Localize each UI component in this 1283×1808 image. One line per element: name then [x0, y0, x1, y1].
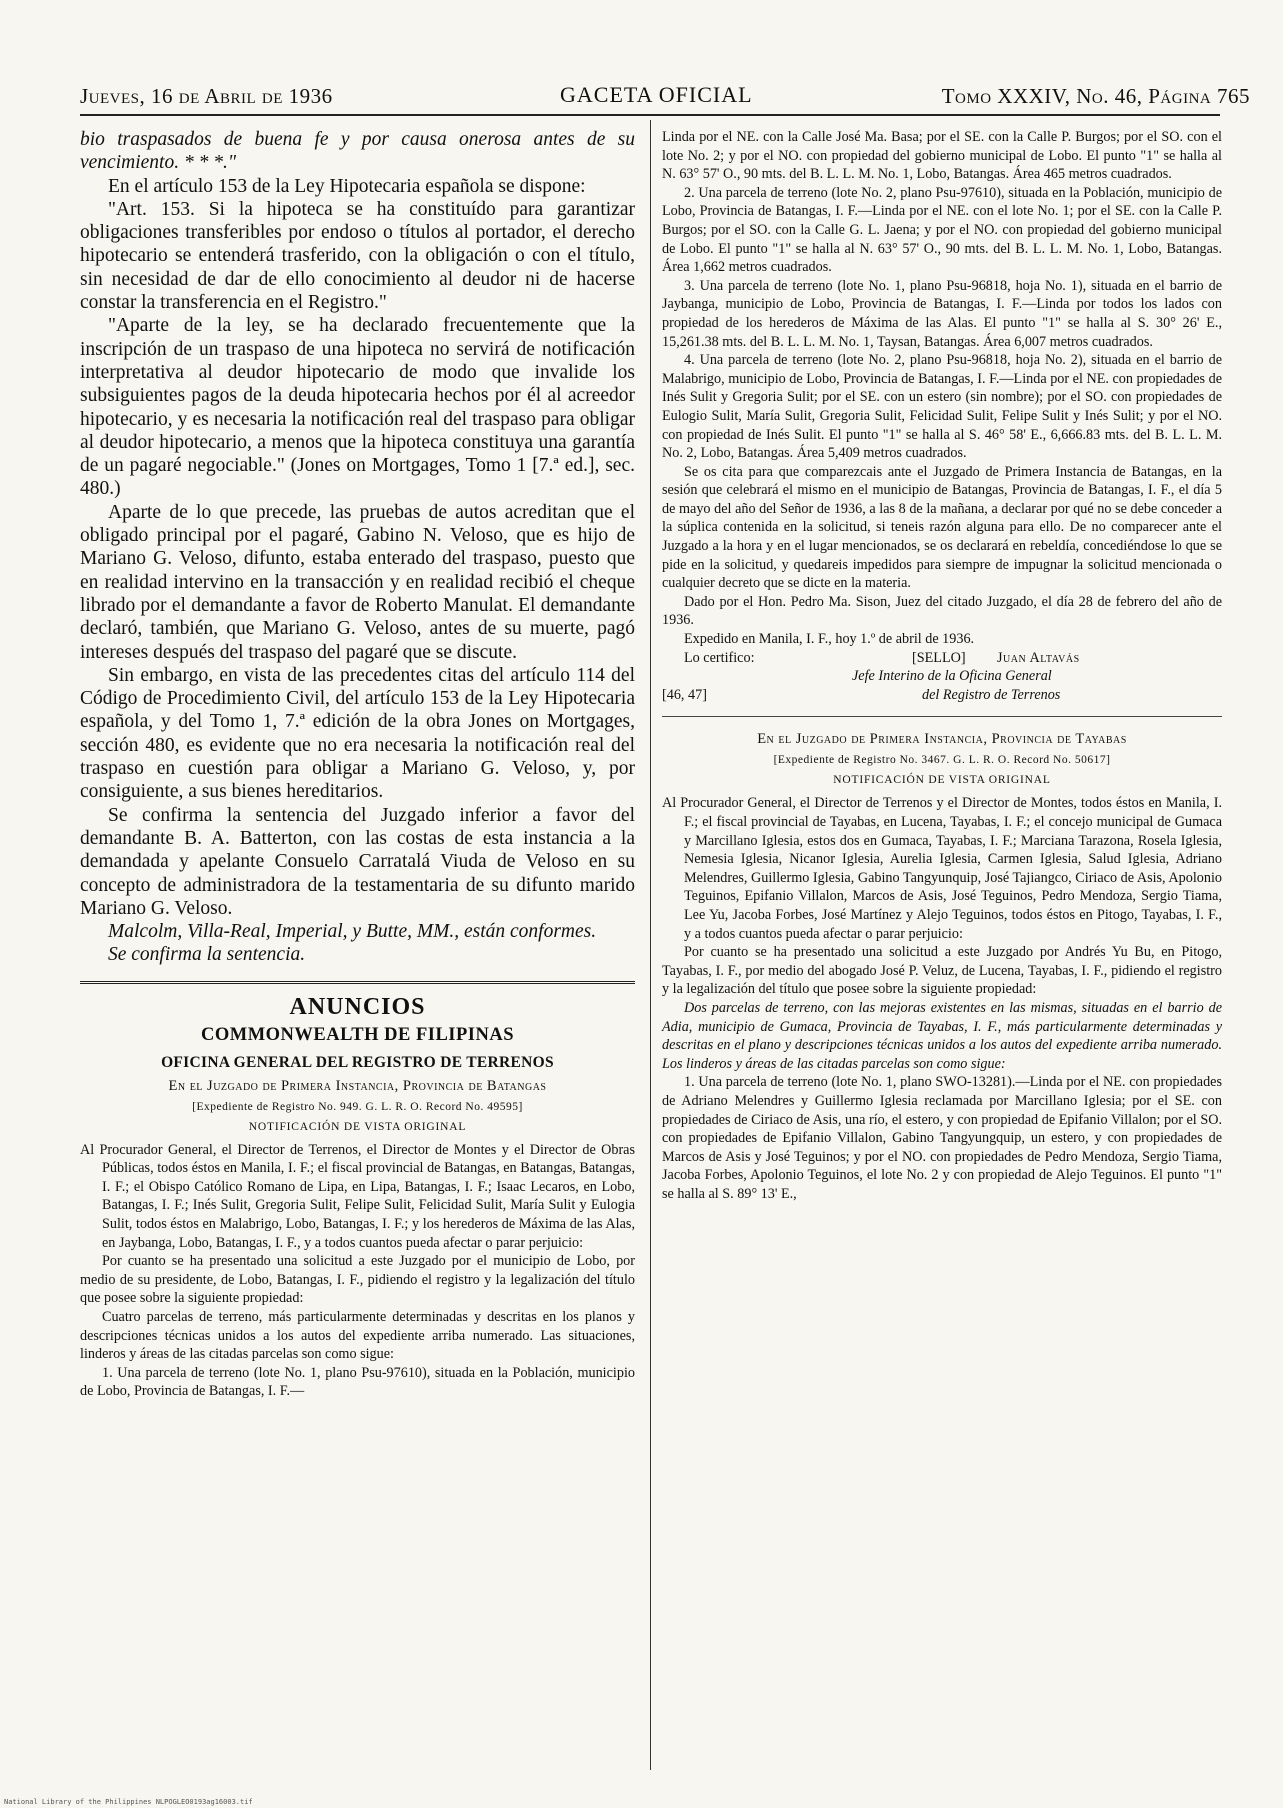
announcements-section [80, 994, 635, 1401]
left-column [80, 128, 635, 1401]
seal-mark: [SELLO] [912, 649, 966, 666]
paragraph: Expedido en Manila, I. F., hoy 1.º de abril de 1936. [684, 631, 975, 648]
scan-footer: National Library of the Philippines NLPOGLEO0193ag16003.tif [4, 1798, 253, 1806]
paragraph: 3. Una parcela de terreno (lote No. 1, plano Psu-96818, hoja No. 1), situada en el barrio de Jaybanga, municipio de Lobo, Provincia de Batangas, I. F.—Linda por todos los lados con propiedad de los herederos de Máxima de las Alas. El punto "1" se halla al S. 30° 26' E., 15,261.38 mts. del B. L. L. M. No. 1, Taysan, Batangas. Área 6,007 metros cuadrados. [662, 277, 1222, 350]
signatory-name: Juan Altavás [997, 649, 1080, 666]
paragraph-judgment: Se confirma la sentencia. [108, 944, 306, 966]
paragraph: Por cuanto se ha presentado una solicitud a este Juzgado por Andrés Yu Bu, en Pitogo, Tayabas, I. F., por medio del abogado José P. Veluz, de Lucena, Tayabas, I. F., pidiendo el registro y la legalización del título que posee sobre la siguiente propiedad: [662, 944, 1222, 998]
page-header [70, 78, 1250, 114]
expediente-reference: [Expediente de Registro No. 949. G. L. R. O. Record No. 49595] [192, 1100, 523, 1113]
paragraph: bio traspasados de buena fe y por causa onerosa antes de su vencimiento. * * *." [80, 129, 635, 174]
newspaper-page [70, 78, 1250, 1778]
notice-addressees: Al Procurador General, el Director de Terrenos y el Director de Montes, todos éstos en Manila, I. F.; el fiscal provincial de Tayabas, en Lucena, Tayabas, I. F.; el concejo municipal de Gumaca y Marcillano Iglesia, estos dos en Gumaca, Tayabas, I. F.; Marciana Tarazona, Rosela Iglesia, Nemesia Iglesia, Nicanor Iglesia, Aurelia Iglesia, Carmen Iglesia, Salud Iglesia, Adriano Melendres, Guillermo Iglesia, Gabino Tangyunquip, José Tajiangco, Ciriaco de Asis, Apolonio Teguinos, Epifanio Villalon, Marcos de Asis, José Teguinos, Pedro Mendoza, Sergio Tiama, Lee Yu, Jacoba Forbes, José Martínez y Alejo Teguinos, todos éstos en Pitogo, Tayabas, I. F., y a todos cuantos pueda afectar o parar perjuicio: [662, 795, 1222, 942]
signature-line-3 [662, 686, 1222, 705]
paragraph: En el artículo 153 de la Ley Hipotecaria española se dispone: [108, 175, 586, 197]
signature-line-2 [662, 667, 1222, 686]
right-column [662, 128, 1222, 1203]
announcements-title: ANUNCIOS [289, 993, 426, 1020]
paragraph: Aparte de lo que precede, las pruebas de autos acreditan que el obligado principal por el pagaré, Gabino N. Veloso, que es hijo de Mariano G. Veloso, difunto, estaba enterado del traspaso, puesto que en realidad intervino en la transacción y en realidad recibió el cheque librado por el demandante a favor de Roberto Manulat. El demandante declaró, también, que Mariano G. Veloso, antes de su muerte, pagó intereses después del traspaso del pagaré que se discute. [80, 501, 635, 663]
notice-separator [662, 716, 1222, 717]
header-date: Jueves, 16 de Abril de 1936 [80, 84, 333, 108]
notice-heading: NOTIFICACIÓN DE VISTA ORIGINAL [833, 774, 1051, 787]
paragraph: "Art. 153. Si la hipoteca se ha constituído para garantizar obligaciones transferibles por endoso o títulos al portador, el derecho hipotecario se entenderá trasferido, con la obligación o con el título, sin necesidad de dar de ello conocimiento al deudor ni de hacerse constar la transferencia en el Registro." [80, 198, 635, 314]
notice-heading: NOTIFICACIÓN DE VISTA ORIGINAL [248, 1120, 467, 1133]
paragraph: Sin embargo, en vista de las precedentes citas del artículo 114 del Código de Procedimiento Civil, del artículo 153 de la Ley Hipotecaria española, y del Tomo 1, 7.ª edición de la obra Jones on Mortgages, sección 480, es evidente que no era necesaria la notificación real del traspaso en cuestión para obligar a Mariano G. Veloso, y, por consiguiente, a sus bienes hereditarios. [80, 664, 635, 803]
header-publication: GACETA OFICIAL [560, 82, 753, 107]
paragraph: Por cuanto se ha presentado una solicitud a este Juzgado por el municipio de Lobo, por medio de su presidente, de Lobo, Batangas, I. F., pidiendo el registro y la legalización del título que posee sobre la siguiente propiedad: [80, 1253, 635, 1307]
paragraph: "Aparte de la ley, se ha declarado frecuentemente que la inscripción de un traspaso de una hipoteca no servirá de notificación interpretativa al deudor hipotecario de modo que invalide los subsiguientes pagos de la deuda hipotecaria hechos por él al acreedor hipotecario, y es necesaria la notificación real del traspaso para obligar al deudor hipotecario, a menos que la hipoteca constituya una garantía de un pagaré negociable." (Jones on Mortgages, Tomo 1 [7.ª ed.], sec. 480.) [80, 315, 635, 500]
paragraph: 4. Una parcela de terreno (lote No. 2, plano Psu-96818, hoja No. 2), situada en el barrio de Malabrigo, municipio de Lobo, Provincia de Batangas, I. F.—Linda por el NE. con propiedades de Inés Sulit y Gregoria Sulit; por el SE. con un estero (sin nombre); por el SO. con propiedades de Eulogio Sulit, María Sulit, Gregoria Sulit, Felicidad Sulit, Felipe Sulit y Inés Sulit; y por el NO. con propiedad de Inés Sulit. El punto "1" se halla al S. 46° 58' E., 6,666.83 mts. del B. L. L. M. No. 2, Lobo, Batangas. Área 5,409 metros cuadrados. [662, 352, 1222, 462]
court-heading: En el Juzgado de Primera Instancia, Provincia de Tayabas [757, 731, 1127, 748]
paragraph: Se os cita para que comparezcais ante el Juzgado de Primera Instancia de Batangas, en la sesión que celebrará el mismo en el municipio de Batangas, Provincia de Batangas, I. F., el día 5 de mayo del año del Señor de 1936, a las 8 de la mañana, a declarar por qué no se debe conceder a la súplica contenida en la solicitud, si teneis razón alguna para ello. De no comparecer ante el Juzgado a la hora y en el lugar mencionados, se os declarará en rebeldía, concediéndose lo que se pide en la solicitud, y quedareis impedidos para siempre de impugnar la solicitud mencionada o cualquier decreto que se dicte en la materia. [662, 463, 1222, 592]
expediente-reference: [Expediente de Registro No. 3467. G. L. R. O. Record No. 50617] [773, 754, 1111, 767]
paragraph: Se confirma la sentencia del Juzgado inferior a favor del demandante B. A. Batterton, con las costas de esta instancia a la demandada y apelante Consuelo Carratalá Viuda de Veloso en su concepto de administradora de la testamentaria de su difunto marido Mariano G. Veloso. [80, 804, 635, 919]
paragraph: 1. Una parcela de terreno (lote No. 1, plano Psu-97610), situada en la Población, municipio de Lobo, Provincia de Batangas, I. F.— [80, 1364, 635, 1400]
paragraph: Linda por el NE. con la Calle José Ma. Basa; por el SE. con la Calle P. Burgos; por el SO. con el lote No. 2; y por el NO. con propiedad del gobierno municipal de Lobo. El punto "1" se halla al N. 63° 57' O., 90 mts. del B. L. L. M. No. 1, Lobo, Batangas. Área 465 metros cuadrados. [662, 129, 1222, 183]
court-decision-text [80, 128, 635, 967]
signatory-office: del Registro de Terrenos [922, 686, 1061, 703]
announcements-subtitle: COMMONWEALTH DE FILIPINAS [201, 1024, 514, 1045]
paragraph: 2. Una parcela de terreno (lote No. 2, plano Psu-97610), situada en la Población, municipio de Lobo, Provincia de Batangas, I. F.—Linda por el NE. con el lote No. 1; por el SE. con la Calle P. Burgos; por el SO. con la Calle G. L. Jaena; y por el NO. con propiedad del gobierno municipal de Lobo. El punto "1" se halla al N. 63° 57' O., 90 mts. del B. L. L. M. No. 1, Lobo, Batangas. Área 1,662 metros cuadrados. [662, 184, 1222, 276]
certification-label: Lo certifico: [684, 649, 755, 666]
court-heading: En el Juzgado de Primera Instancia, Provincia de Batangas [168, 1077, 547, 1094]
paragraph: 1. Una parcela de terreno (lote No. 1, plano SWO-13281).—Linda por el NE. con propiedades de Adriano Melendres y Guillermo Iglesia reclamada por Marcillano Iglesia; por el SE. con propiedades de Ciriaco de Asis, una río, el estero, y con propiedad de Epifanio Villalon; por el SO. con propiedades de Epifanio Villalon, Gabino Tangyungquip, un estero, y con propiedades de Marcos de Asis y José Teguinos; y por el NO. con propiedades de Pedro Mendoza, Sergio Tiama, Jacoba Forbes, Apolonio Teguinos, el lote No. 2 y con propiedad de Alejo Teguinos. El punto "1" se halla al S. 89° 13' E., [662, 1074, 1222, 1202]
header-volume-page: Tomo XXXIV, No. 46, Página 765 [941, 84, 1250, 108]
notice-addressees: Al Procurador General, el Director de Terrenos, el Director de Montes y el Director de Obras Públicas, todos éstos en Manila, I. F.; el fiscal provincial de Batangas, en Batangas, Batangas, I. F.; el Obispo Católico Romano de Lipa, en Lipa, Batangas, I. F.; Isaac Lecaros, en Lobo, Batangas, I. F.; Inés Sulit, Gregoria Sulit, Felipe Sulit, Felicidad Sulit, María Sulit y Eulogia Sulit, todos éstos en Malabrigo, Lobo, Batangas, I. F.; y los herederos de Máxima de las Alas, en Jaybanga, Lobo, Batangas, I. F., y a todos cuantos pueda afectar o parar perjuicio: [80, 1141, 635, 1251]
publication-reference: [46, 47] [662, 686, 707, 703]
paragraph: Dos parcelas de terreno, con las mejoras existentes en las mismas, situadas en el barrio de Adia, municipio de Gumaca, Provincia de Tayabas, I. F., más particularmente determinadas y descritas en el plano y descripciones técnicas unidos a los autos del expediente arriba numerado. Los linderos y áreas de las citadas parcelas son como sigue: [662, 999, 1222, 1072]
paragraph: Cuatro parcelas de terreno, más particularmente determinadas y descritas en los planos y descripciones técnicas unidos a los autos del expediente arriba numerado. Las situaciones, linderos y áreas de las citadas parcelas son como sigue: [80, 1309, 635, 1363]
announcements-office: OFICINA GENERAL DEL REGISTRO DE TERRENOS [161, 1053, 554, 1071]
signatory-title: Jefe Interino de la Oficina General [852, 668, 1052, 685]
signature-line-1 [662, 649, 1222, 668]
column-separator [650, 120, 651, 1770]
header-rule [80, 114, 1220, 116]
paragraph-concurrence: Malcolm, Villa-Real, Imperial, y Butte, MM., están conformes. [108, 921, 597, 943]
paragraph: Dado por el Hon. Pedro Ma. Sison, Juez del citado Juzgado, el día 28 de febrero del año de 1936. [662, 593, 1222, 629]
section-rule [80, 981, 635, 984]
